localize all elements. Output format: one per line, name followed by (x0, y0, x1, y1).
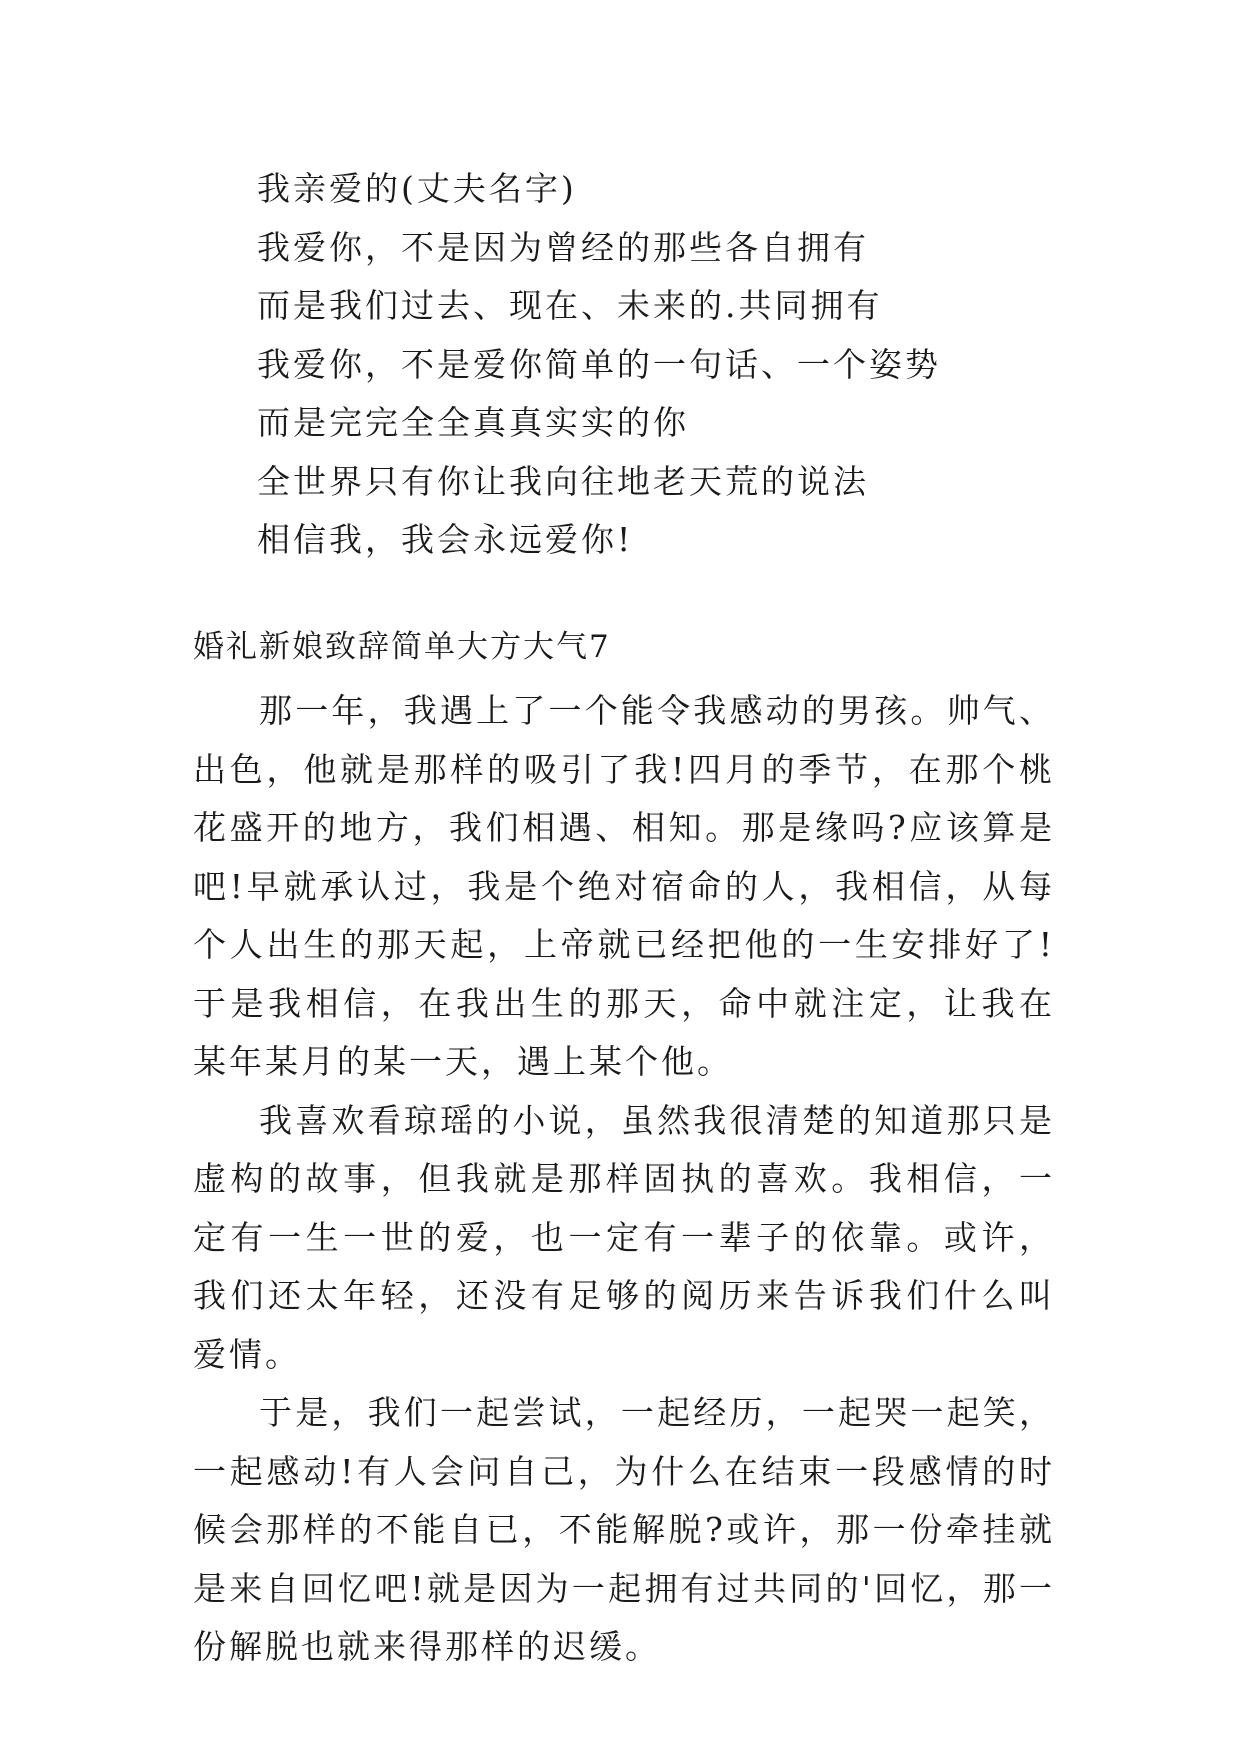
poem-line: 全世界只有你让我向往地老天荒的说法 (257, 461, 869, 501)
poem-line: 我爱你，不是因为曾经的那些各自拥有 (257, 227, 869, 267)
poem-line: 我爱你，不是爱你简单的一句话、一个姿势 (257, 344, 941, 384)
poem-line: 我亲爱的(丈夫名字) (257, 169, 577, 208)
paragraph: 于是，我们一起尝试，一起经历，一起哭一起笑，一起感动!有人会问自己，为什么在结束一段感情的时候会那样的不能自已，不能解脱?或许，那一份牵挂就是来自回忆吧!就是因为一起拥有过共同的'回忆，那一份解脱也就来得那样的迟缓。 (193, 1393, 1055, 1666)
section-title: 婚礼新娘致辞简单大方大气7 (193, 629, 611, 665)
poem-block (257, 160, 1117, 570)
paragraph: 那一年，我遇上了一个能令我感动的男孩。帅气、出色，他就是那样的吸引了我!四月的季节，在那个桃花盛开的地方，我们相遇、相知。那是缘吗?应该算是吧!早就承认过，我是个绝对宿命的人，我相信，从每个人出生的那天起，上帝就已经把他的一生安排好了!于是我相信，在我出生的那天，命中就注定，让我在某年某月的某一天，遇上某个他。 (193, 691, 1055, 1081)
poem-line: 而是我们过去、现在、未来的.共同拥有 (257, 286, 883, 325)
paragraph: 我喜欢看琼瑶的小说，虽然我很清楚的知道那只是虚构的故事，但我就是那样固执的喜欢。我相信，一定有一生一世的爱，也一定有一辈子的依靠。或许，我们还太年轻，还没有足够的阅历来告诉我们什么叫爱情。 (193, 1100, 1055, 1374)
body-text (193, 682, 1055, 1677)
poem-line: 而是完完全全真真实实的你 (257, 403, 689, 442)
poem-line: 相信我，我会永远爱你! (257, 520, 634, 559)
